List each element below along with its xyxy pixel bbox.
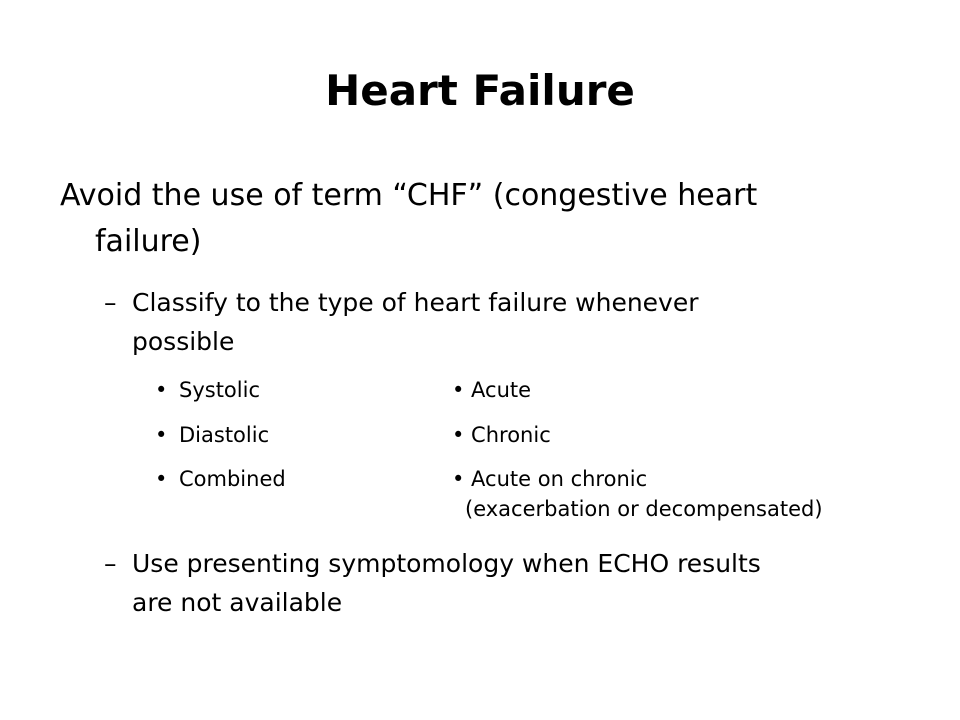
type-left-label: Diastolic bbox=[179, 423, 270, 447]
type-right-continuation: (exacerbation or decompensated) bbox=[465, 497, 823, 521]
type-right-label: • Chronic bbox=[452, 423, 551, 447]
type-right-label: • Acute bbox=[452, 378, 532, 402]
bullet-icon: • bbox=[155, 378, 168, 402]
main-point-line-2: failure) bbox=[95, 224, 202, 259]
main-point-line-1: Avoid the use of term “CHF” (congestive heart bbox=[60, 178, 758, 213]
slide-title: Heart Failure bbox=[325, 66, 635, 115]
type-right-label: • Acute on chronic bbox=[452, 467, 648, 491]
sub-point-classify-line-1: Classify to the type of heart failure whenever bbox=[132, 288, 699, 317]
bullet-icon: • bbox=[155, 467, 168, 491]
sub-point-symptomology bbox=[104, 544, 904, 622]
dash-marker: – bbox=[104, 288, 117, 317]
type-left-label: Combined bbox=[179, 467, 286, 491]
sub-point-symptomology-line-1: Use presenting symptomology when ECHO results bbox=[132, 549, 761, 578]
dash-marker: – bbox=[104, 549, 117, 578]
bullet-icon: • bbox=[155, 423, 168, 447]
sub-point-symptomology-line-2: are not available bbox=[132, 588, 343, 617]
type-left-label: Systolic bbox=[179, 378, 260, 402]
sub-point-classify-line-2: possible bbox=[132, 327, 235, 356]
sub-point-classify bbox=[104, 283, 904, 361]
main-point bbox=[60, 173, 910, 265]
